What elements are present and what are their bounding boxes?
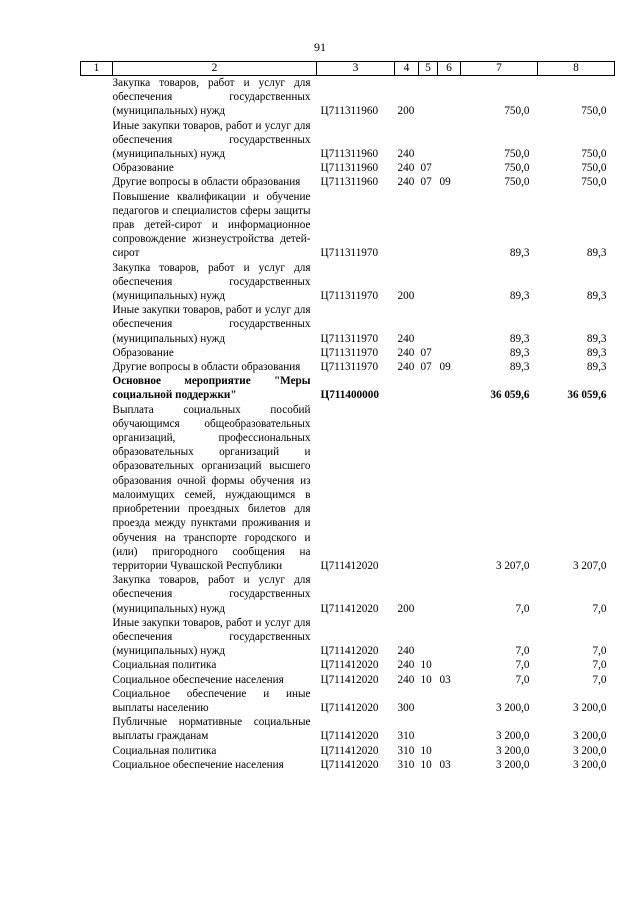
table-row: [81, 119, 615, 162]
row-col-5: [419, 76, 438, 119]
row-col-6: 09: [439, 176, 451, 189]
row-col-1: [81, 346, 113, 360]
row-name: Закупка товаров, работ и услуг для обеспечения государственных (муниципальных) нужд: [112, 261, 311, 303]
row-code: Ц711412020: [320, 659, 379, 672]
row-col-6: [438, 658, 461, 672]
row-col-1: [81, 744, 113, 758]
row-col-1: [81, 119, 113, 162]
header-col-5: 5: [419, 62, 438, 76]
row-col-1: [81, 616, 113, 659]
row-code: Ц711412020: [320, 701, 379, 714]
budget-table: [80, 61, 615, 772]
row-value-col-8: 7,0: [592, 673, 607, 686]
row-col-6: [438, 744, 461, 758]
row-col-6: [438, 403, 461, 573]
row-col-4: [395, 190, 419, 261]
row-col-4: 310: [397, 744, 415, 757]
row-col-6: [438, 76, 461, 119]
row-col-1: [81, 573, 113, 616]
row-name: Выплата социальных пособий обучающимся общеобразовательных организаций, профессиональных образовательных организаций и образовательных организаций высшего образования очной формы обучения из малоимущих семей, нуждающимся в приобретении проездных билетов для проезда между пунктами проживания и обучения на транспорте городского и (или) пригородного сообщения на территории Чувашской Республики: [112, 403, 311, 572]
row-name: Социальное обеспечение и иные выплаты населению: [112, 687, 311, 714]
row-name: Иные закупки товаров, работ и услуг для обеспечения государственных (муниципальных) нужд: [112, 304, 311, 345]
row-value-col-7: 3 200,0: [495, 744, 530, 757]
row-name: Иные закупки товаров, работ и услуг для обеспечения государственных (муниципальных) нужд: [112, 119, 311, 161]
row-name: Образование: [112, 162, 174, 175]
row-col-4: 310: [397, 730, 415, 743]
row-col-1: [81, 76, 113, 119]
row-col-1: [81, 190, 113, 261]
row-col-6: [438, 346, 461, 360]
table-row: [81, 658, 615, 672]
row-value-col-7: 7,0: [515, 659, 530, 672]
row-col-4: 200: [397, 602, 415, 615]
row-col-5: [419, 303, 438, 346]
row-col-4: 240: [397, 659, 415, 672]
row-col-6: 09: [439, 361, 451, 374]
row-col-4: 240: [397, 148, 415, 161]
row-code: Ц711311960: [320, 105, 379, 118]
row-name: Социальное обеспечение населения: [112, 673, 284, 686]
row-code: Ц711412020: [320, 758, 379, 771]
row-col-4: 240: [397, 673, 415, 686]
row-col-6: [438, 616, 461, 659]
row-code: Ц711311960: [320, 148, 379, 161]
table-row: [81, 673, 615, 687]
row-col-5: 10: [420, 659, 432, 672]
row-col-6: [438, 374, 461, 402]
row-col-1: [81, 658, 113, 672]
table-row: [81, 616, 615, 659]
header-col-1: 1: [81, 62, 113, 76]
row-col-4: 300: [397, 701, 415, 714]
row-name: Другие вопросы в области образования: [112, 361, 301, 374]
row-col-5: 07: [420, 346, 432, 359]
row-col-4: 240: [397, 645, 415, 658]
row-col-5: [419, 119, 438, 162]
row-code: Ц711412020: [320, 730, 379, 743]
row-col-6: [438, 687, 461, 715]
row-value-col-7: 3 207,0: [495, 559, 530, 572]
row-value-col-8: 36 059,6: [567, 389, 607, 402]
row-col-1: [81, 303, 113, 346]
row-col-5: [419, 374, 438, 402]
row-value-col-7: 7,0: [515, 602, 530, 615]
row-name: Основное мероприятие "Меры социальной поддержки": [112, 375, 311, 402]
row-col-1: [81, 673, 113, 687]
row-col-4: 240: [397, 346, 415, 359]
row-code: Ц711412020: [320, 645, 379, 658]
row-code: Ц711311970: [320, 361, 379, 374]
row-value-col-7: 89,3: [509, 247, 530, 260]
header-col-2: 2: [113, 62, 317, 76]
table-row: [81, 374, 615, 402]
row-code: Ц711311960: [320, 176, 379, 189]
page-number: 91: [314, 40, 326, 54]
row-value-col-8: 3 200,0: [572, 730, 607, 743]
table-row: [81, 303, 615, 346]
row-name: Закупка товаров, работ и услуг для обеспечения государственных (муниципальных) нужд: [112, 574, 311, 615]
row-col-6: [438, 261, 461, 304]
table-body: [81, 76, 615, 772]
row-value-col-7: 7,0: [515, 645, 530, 658]
row-code: Ц711412020: [320, 673, 379, 686]
row-col-5: 10: [420, 744, 432, 757]
row-col-1: [81, 758, 113, 772]
row-value-col-8: 3 207,0: [572, 559, 607, 572]
table-row: [81, 403, 615, 573]
row-col-1: [81, 175, 113, 189]
row-value-col-7: 750,0: [504, 176, 530, 189]
row-name: Закупка товаров, работ и услуг для обеспечения государственных (муниципальных) нужд: [112, 77, 311, 118]
row-col-4: 200: [397, 105, 415, 118]
table-row: [81, 687, 615, 715]
row-col-1: [81, 360, 113, 374]
row-value-col-8: 750,0: [581, 105, 607, 118]
row-value-col-7: 89,3: [509, 332, 530, 345]
row-code: Ц711412020: [320, 559, 379, 572]
row-value-col-8: 89,3: [586, 247, 607, 260]
row-col-6: 03: [439, 673, 451, 686]
row-col-5: [419, 573, 438, 616]
row-value-col-8: 750,0: [581, 162, 607, 175]
row-value-col-8: 3 200,0: [572, 758, 607, 771]
row-code: Ц711400000: [320, 389, 379, 402]
table-row: [81, 161, 615, 175]
row-code: Ц711412020: [320, 744, 379, 757]
row-value-col-8: 89,3: [586, 361, 607, 374]
row-col-4: [395, 403, 419, 573]
row-col-5: [419, 687, 438, 715]
row-col-5: [419, 403, 438, 573]
row-value-col-8: 7,0: [592, 602, 607, 615]
row-value-col-7: 3 200,0: [495, 758, 530, 771]
table-row: [81, 76, 615, 119]
row-col-6: [438, 161, 461, 175]
row-name: Социальное обеспечение населения: [112, 758, 284, 771]
row-value-col-7: 3 200,0: [495, 701, 530, 714]
row-name: Социальная политика: [112, 744, 217, 757]
row-col-4: 310: [397, 758, 415, 771]
row-col-6: [438, 119, 461, 162]
row-value-col-8: 750,0: [581, 148, 607, 161]
table-row: [81, 744, 615, 758]
row-value-col-7: 7,0: [515, 673, 530, 686]
row-col-1: [81, 161, 113, 175]
header-col-4: 4: [395, 62, 419, 76]
row-col-4: [395, 374, 419, 402]
row-col-5: 10: [420, 758, 432, 771]
header-col-8: 8: [538, 62, 615, 76]
table-header: [81, 62, 615, 76]
row-code: Ц711311970: [320, 332, 379, 345]
table-row: [81, 346, 615, 360]
row-col-5: [419, 616, 438, 659]
row-col-6: 03: [439, 758, 451, 771]
row-name: Иные закупки товаров, работ и услуг для обеспечения государственных (муниципальных) нужд: [112, 616, 311, 658]
row-col-5: 07: [420, 176, 432, 189]
row-value-col-8: 750,0: [581, 176, 607, 189]
row-col-1: [81, 261, 113, 304]
row-value-col-8: 89,3: [586, 290, 607, 303]
row-value-col-7: 89,3: [509, 290, 530, 303]
row-name: Другие вопросы в области образования: [112, 176, 301, 189]
row-col-6: [438, 303, 461, 346]
header-row: [81, 62, 615, 76]
row-value-col-7: 3 200,0: [495, 730, 530, 743]
row-value-col-8: 7,0: [592, 659, 607, 672]
row-col-5: [419, 715, 438, 743]
table-row: [81, 175, 615, 189]
row-value-col-7: 89,3: [509, 361, 530, 374]
table-row: [81, 261, 615, 304]
row-col-6: [438, 715, 461, 743]
row-value-col-7: 89,3: [509, 346, 530, 359]
table-row: [81, 715, 615, 743]
row-col-1: [81, 403, 113, 573]
row-value-col-8: 89,3: [586, 332, 607, 345]
row-col-4: 240: [397, 361, 415, 374]
row-code: Ц711311970: [320, 247, 379, 260]
header-col-6: 6: [438, 62, 461, 76]
row-code: Ц711311970: [320, 290, 379, 303]
row-code: Ц711311960: [320, 162, 379, 175]
row-value-col-8: 89,3: [586, 346, 607, 359]
header-col-7: 7: [461, 62, 538, 76]
row-code: Ц711412020: [320, 602, 379, 615]
row-col-4: 200: [397, 290, 415, 303]
row-col-5: 07: [420, 361, 432, 374]
row-name: Публичные нормативные социальные выплаты гражданам: [112, 716, 311, 743]
row-value-col-7: 36 059,6: [490, 389, 530, 402]
row-col-5: [419, 261, 438, 304]
row-col-6: [438, 190, 461, 261]
row-value-col-7: 750,0: [504, 148, 530, 161]
table-row: [81, 573, 615, 616]
row-value-col-8: 7,0: [592, 645, 607, 658]
row-code: Ц711311970: [320, 346, 379, 359]
row-value-col-8: 3 200,0: [572, 744, 607, 757]
header-col-3: 3: [317, 62, 395, 76]
row-name: Повышение квалификации и обучение педагогов и специалистов сферы защиты прав детей-сирот и информационное сопровождение жизнеустройства детей-сирот: [112, 190, 311, 260]
row-col-5: [419, 190, 438, 261]
row-col-4: 240: [397, 176, 415, 189]
row-col-5: 10: [420, 673, 432, 686]
row-col-1: [81, 687, 113, 715]
row-col-1: [81, 715, 113, 743]
row-col-1: [81, 374, 113, 402]
row-name: Социальная политика: [112, 659, 217, 672]
row-col-4: 240: [397, 332, 415, 345]
row-name: Образование: [112, 346, 174, 359]
row-col-6: [438, 573, 461, 616]
table-row: [81, 758, 615, 772]
row-col-5: 07: [420, 162, 432, 175]
table-row: [81, 190, 615, 261]
row-value-col-7: 750,0: [504, 105, 530, 118]
row-col-4: 240: [397, 162, 415, 175]
row-value-col-8: 3 200,0: [572, 701, 607, 714]
table-row: [81, 360, 615, 374]
row-value-col-7: 750,0: [504, 162, 530, 175]
